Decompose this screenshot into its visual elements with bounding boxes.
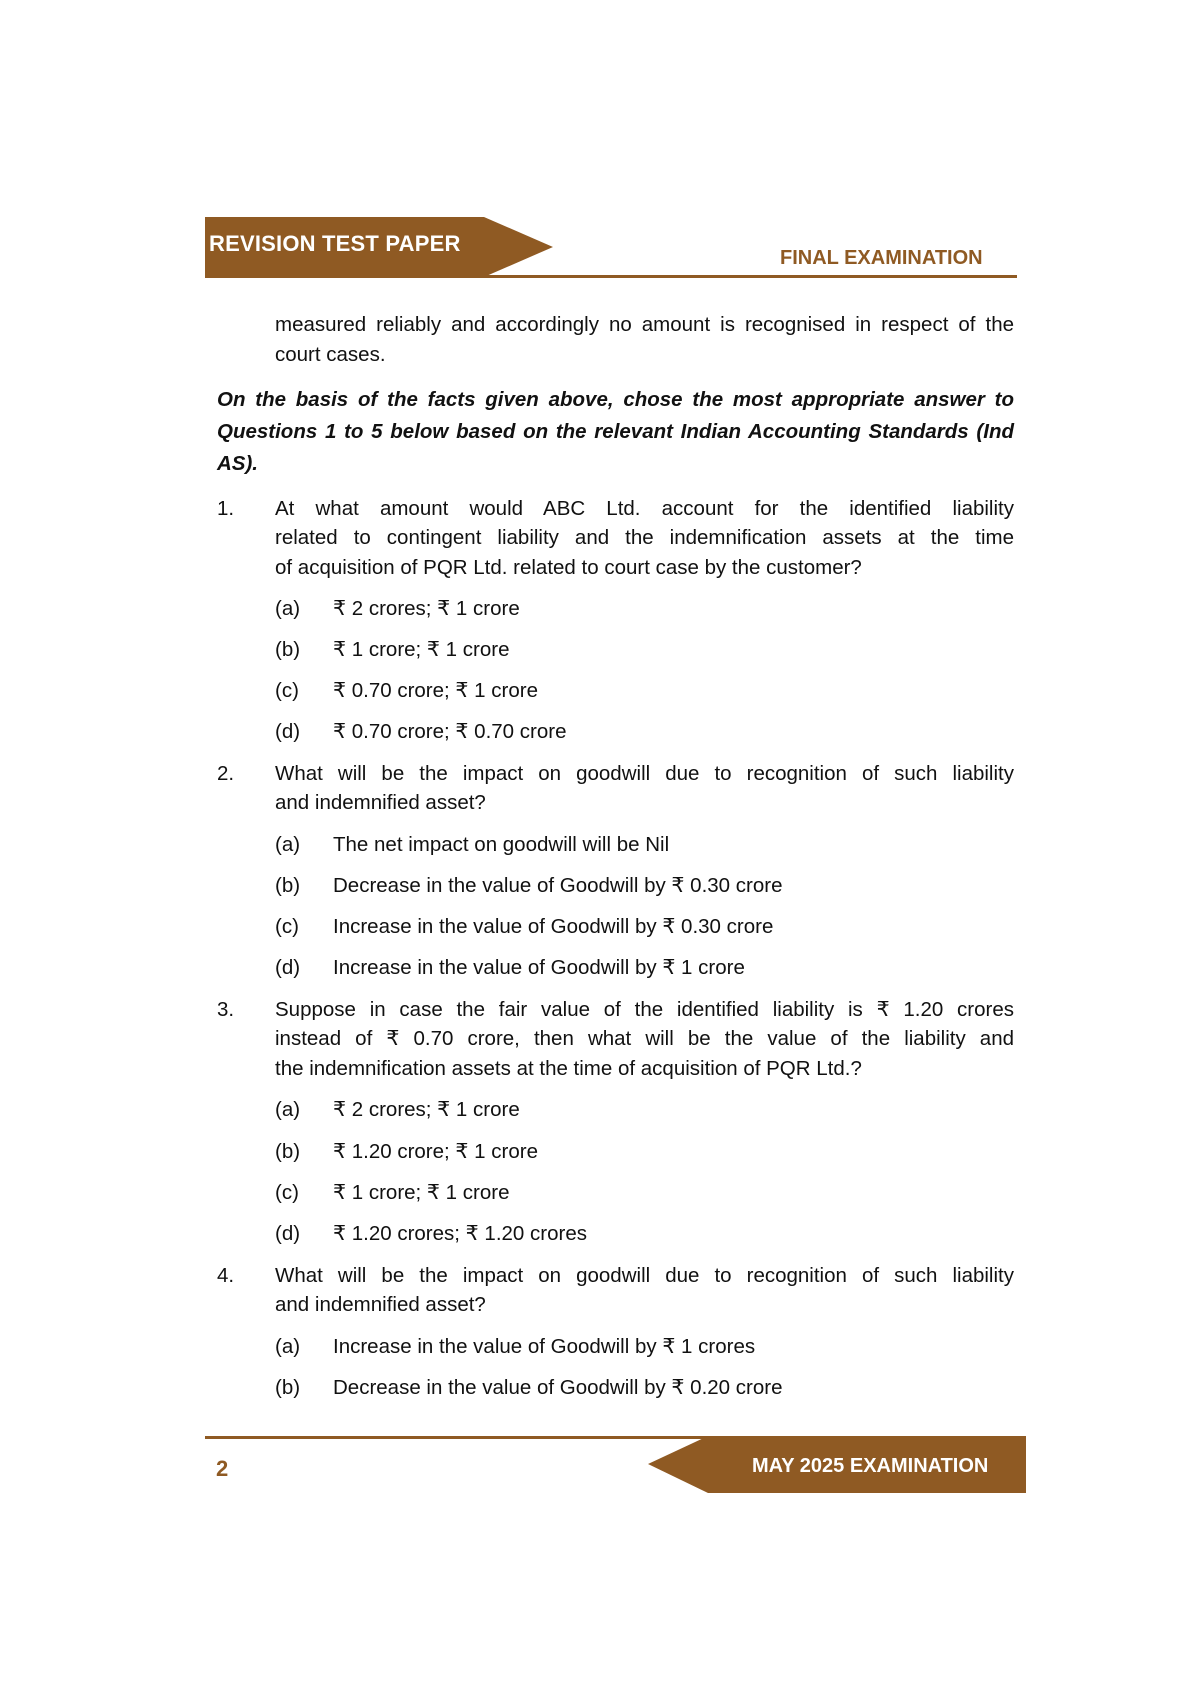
option-text: ₹ 0.70 crore; ₹ 0.70 crore — [333, 720, 567, 743]
question-text-line: and indemnified asset? — [275, 1293, 486, 1316]
option-text: ₹ 1.20 crores; ₹ 1.20 crores — [333, 1222, 587, 1245]
option-text: Increase in the value of Goodwill by ₹ 0.30 crore — [333, 915, 774, 938]
question-number: 3. — [217, 998, 235, 1021]
question-text-line: At what amount would ABC Ltd. account for the identified liability — [275, 497, 1014, 520]
option-label: (a) — [275, 597, 301, 620]
option-label: (d) — [275, 1222, 301, 1245]
option-label: (c) — [275, 915, 299, 938]
page-number: 2 — [216, 1456, 229, 1481]
question-text-line: the indemnification assets at the time of acquisition of PQR Ltd.? — [275, 1057, 862, 1080]
question-number: 1. — [217, 497, 235, 520]
continuation-paragraph: measured reliably and accordingly no amount is recognised in respect of the court cases. — [275, 313, 1014, 366]
question-text-line: of acquisition of PQR Ltd. related to court case by the customer? — [275, 556, 862, 579]
question-text-line: related to contingent liability and the indemnification assets at the time — [275, 526, 1014, 549]
option-label: (a) — [275, 1098, 301, 1121]
option-text: Increase in the value of Goodwill by ₹ 1 crores — [333, 1335, 756, 1358]
option-label: (b) — [275, 1140, 301, 1163]
option-label: (a) — [275, 1335, 301, 1358]
option-label: (c) — [275, 1181, 299, 1204]
option-text: ₹ 1 crore; ₹ 1 crore — [333, 1181, 510, 1204]
header-title: REVISION TEST PAPER — [209, 231, 461, 256]
footer-exam-label: MAY 2025 EXAMINATION — [752, 1455, 989, 1477]
header-rule — [205, 275, 1017, 278]
option-text: ₹ 2 crores; ₹ 1 crore — [333, 1098, 520, 1121]
question-text-line: What will be the impact on goodwill due to recognition of such liability — [275, 1264, 1014, 1287]
question-text-line: instead of ₹ 0.70 crore, then what will be the value of the liability and — [275, 1027, 1014, 1050]
option-label: (b) — [275, 638, 301, 661]
question-number: 2. — [217, 762, 235, 785]
question-text-line: Suppose in case the fair value of the identified liability is ₹ 1.20 crores — [275, 998, 1014, 1021]
option-text: Decrease in the value of Goodwill by ₹ 0.20 crore — [333, 1376, 783, 1399]
option-label: (c) — [275, 679, 299, 702]
intro-paragraph: On the basis of the facts given above, chose the most appropriate answer to Questions 1 to 5 below based on the relevant Indian Accounting Standards (Ind AS). — [217, 388, 1014, 475]
option-text: ₹ 0.70 crore; ₹ 1 crore — [333, 679, 538, 702]
question-number: 4. — [217, 1264, 235, 1287]
header-exam-label: FINAL EXAMINATION — [780, 247, 983, 269]
option-label: (d) — [275, 956, 301, 979]
option-text: Decrease in the value of Goodwill by ₹ 0.30 crore — [333, 874, 783, 897]
option-text: The net impact on goodwill will be Nil — [333, 833, 670, 856]
question-text-line: What will be the impact on goodwill due to recognition of such liability — [275, 762, 1014, 785]
option-label: (a) — [275, 833, 301, 856]
option-text: ₹ 2 crores; ₹ 1 crore — [333, 597, 520, 620]
option-label: (d) — [275, 720, 301, 743]
option-label: (b) — [275, 874, 301, 897]
question-text-line: and indemnified asset? — [275, 791, 486, 814]
option-text: ₹ 1 crore; ₹ 1 crore — [333, 638, 510, 661]
option-label: (b) — [275, 1376, 301, 1399]
option-text: Increase in the value of Goodwill by ₹ 1 crore — [333, 956, 745, 979]
option-text: ₹ 1.20 crore; ₹ 1 crore — [333, 1140, 538, 1163]
